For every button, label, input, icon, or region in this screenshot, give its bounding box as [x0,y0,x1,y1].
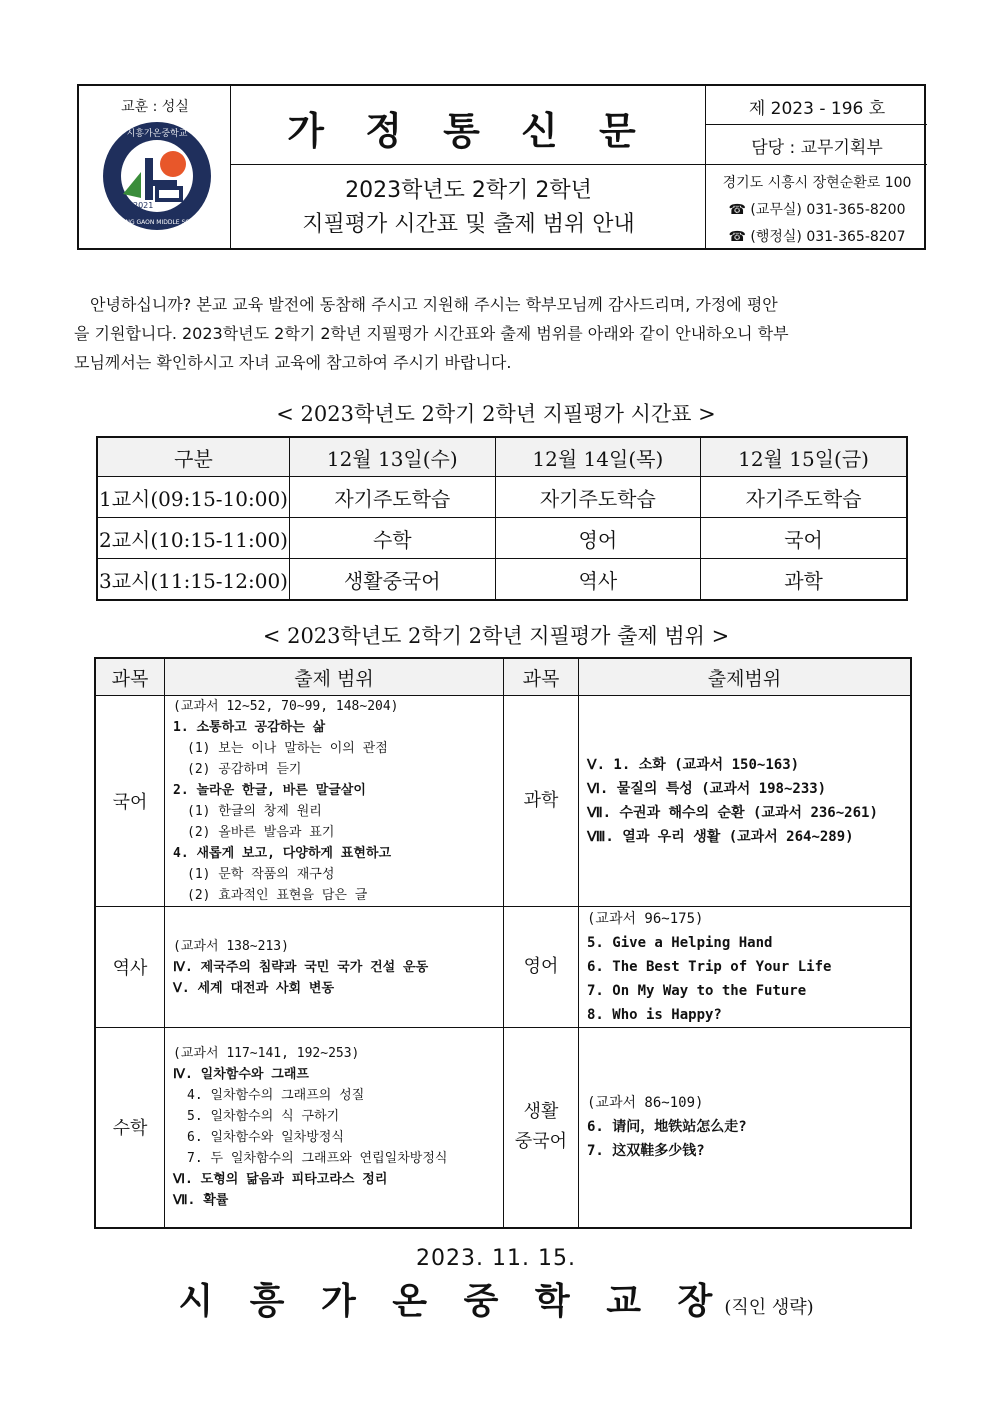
header-cell: 출제범위 [579,658,912,696]
period-cell: 1교시(09:15-10:00) [97,477,290,518]
table-header-row [97,437,907,477]
range-line: Ⅵ. 도형의 닮음과 피타고라스 정리 [173,1172,388,1188]
table-cell: 국어 [701,518,907,559]
table-row [97,518,907,559]
subject-cell [504,1028,579,1228]
subject-line: 중국어 [514,1131,568,1153]
phone-office: ☎ (교무실) 031-365-8200 [728,202,906,218]
range-line: (2) 공감하며 듣기 [187,762,302,777]
table-row [95,907,911,1028]
header-cell: 12월 13일(수) [290,437,496,477]
exam-range-table [94,657,912,1229]
subject-cell: 수학 [95,1028,165,1228]
intro-line: 을 기원합니다. 2023학년도 2학기 2학년 지필평가 시간표와 출제 범위를 아래와 같이 안내하오니 학부 [74,324,789,343]
newsletter-title: 가 정 통 신 문 [287,108,650,153]
range-title: < 2023학년도 2학기 2학년 지필평가 출제 범위 > [262,624,730,648]
header-cell: 과목 [95,658,165,696]
header-cell: 과목 [504,658,579,696]
table-cell: 역사 [495,559,701,601]
range-line: Ⅵ. 물질의 특성 (교과서 198~233) [587,781,827,797]
range-cell [579,696,912,907]
range-line: (1) 문학 작품의 재구성 [187,867,335,882]
range-cell [165,1028,504,1228]
range-cell [579,907,912,1028]
subtitle-line-2: 지필평가 시간표 및 출제 범위 안내 [302,212,635,237]
range-cell [165,907,504,1028]
intro-paragraph [74,290,934,377]
subtitle-line-1: 2023학년도 2학기 2학년 [345,178,592,203]
subject-cell: 역사 [95,907,165,1028]
table-row [97,477,907,518]
department: 담당 : 교무기획부 [751,138,883,158]
range-line: 4. 새롭게 보고, 다양하게 표현하고 [173,846,392,861]
contact-info [706,170,928,251]
table-cell: 자기주도학습 [701,477,907,518]
range-line: Ⅶ. 확률 [173,1193,229,1209]
range-line: 6. 일차함수와 일차방정식 [187,1130,344,1146]
principal-signature [0,1273,992,1324]
school-logo [101,120,213,232]
subject-line: 생활 [523,1101,559,1123]
schedule-title: < 2023학년도 2학기 2학년 지필평가 시간표 > [276,402,716,426]
header-cell: 12월 15일(금) [701,437,907,477]
subject-cell: 국어 [95,696,165,907]
range-line: (교과서 117~141, 192~253) [173,1046,360,1062]
newsletter-header [77,84,926,250]
subject-cell: 영어 [504,907,579,1028]
range-line: (2) 올바른 발음과 표기 [187,825,335,840]
range-line: (1) 보는 이나 말하는 이의 관점 [187,741,388,756]
table-row [95,696,911,907]
range-line: 5. 일차함수의 식 구하기 [187,1109,340,1125]
range-line: Ⅳ. 제국주의 침략과 국민 국가 건설 운동 [173,959,429,975]
issue-date: 2023. 11. 15. [416,1246,576,1271]
table-row [97,559,907,601]
newsletter-subtitle [231,174,706,242]
phone-admin: ☎ (행정실) 031-365-8207 [728,229,906,245]
table-cell: 수학 [290,518,496,559]
issue-number: 제 2023 - 196 호 [748,99,886,119]
range-line: (교과서 86~109) [587,1095,704,1112]
range-line: 1. 소통하고 공감하는 삶 [173,720,326,735]
range-line: 6. The Best Trip of Your Life [587,959,832,975]
range-line: (교과서 96~175) [587,911,704,927]
header-cell: 출제 범위 [165,658,504,696]
table-cell: 자기주도학습 [290,477,496,518]
principal-name: 시 흥 가 온 중 학 교 장 [178,1280,725,1322]
table-cell: 과학 [701,559,907,601]
range-line: (1) 한글의 창제 원리 [187,804,322,819]
address: 경기도 시흥시 장현순환로 100 [722,175,912,191]
logo-korean-name: 시흥가온중학교 [126,129,188,139]
range-line: (교과서 138~213) [173,938,289,954]
range-line: 5. Give a Helping Hand [587,935,773,951]
subject-cell: 과학 [504,696,579,907]
table-header-row [95,658,911,696]
intro-line: 안녕하십니까? 본교 교육 발전에 동참해 주시고 지원해 주시는 학부모님께 감사드리며, 가정에 평안 [74,295,778,314]
period-cell: 2교시(10:15-11:00) [97,518,290,559]
range-cell [165,696,504,907]
range-line: 7. 두 일차함수의 그래프와 연립일차방정식 [187,1151,448,1167]
range-line: (2) 효과적인 표현을 담은 글 [187,888,368,903]
table-cell: 영어 [495,518,701,559]
intro-line: 모님께서는 확인하시고 자녀 교육에 참고하여 주시기 바랍니다. [74,353,512,372]
range-line: Ⅴ. 1. 소화 (교과서 150~163) [587,757,800,773]
table-cell: 생활중국어 [290,559,496,601]
range-line: (교과서 12~52, 70~99, 148~204) [173,699,399,714]
range-cell [579,1028,912,1228]
range-line: 4. 일차함수의 그래프의 성질 [187,1088,365,1104]
header-cell: 구분 [97,437,290,477]
table-cell: 자기주도학습 [495,477,701,518]
logo-english-name: SIHEUNG GAON MIDDLE SCHOOL [107,219,207,226]
range-line: 2. 놀라운 한글, 바른 말글살이 [173,783,366,798]
school-motto: 교훈 : 성실 [121,99,189,115]
header-cell: 12월 14일(목) [495,437,701,477]
range-line: Ⅶ. 수권과 해수의 순환 (교과서 236~261) [587,805,878,821]
table-row [95,1028,911,1228]
range-line: Ⅴ. 세계 대전과 사회 변동 [173,980,335,996]
logo-year: 2021 [133,201,154,210]
period-cell: 3교시(11:15-12:00) [97,559,290,601]
range-line: 7. 这双鞋多少钱? [587,1143,705,1160]
range-line: 8. Who is Happy? [587,1007,722,1023]
exam-schedule-table [96,436,908,601]
seal-note: (직인 생략) [724,1297,814,1318]
range-line: Ⅳ. 일차함수와 그래프 [173,1067,309,1083]
range-line: Ⅷ. 열과 우리 생활 (교과서 264~289) [587,829,854,845]
range-line: 7. On My Way to the Future [587,983,807,999]
range-line: 6. 请问，地铁站怎么走? [587,1119,747,1136]
